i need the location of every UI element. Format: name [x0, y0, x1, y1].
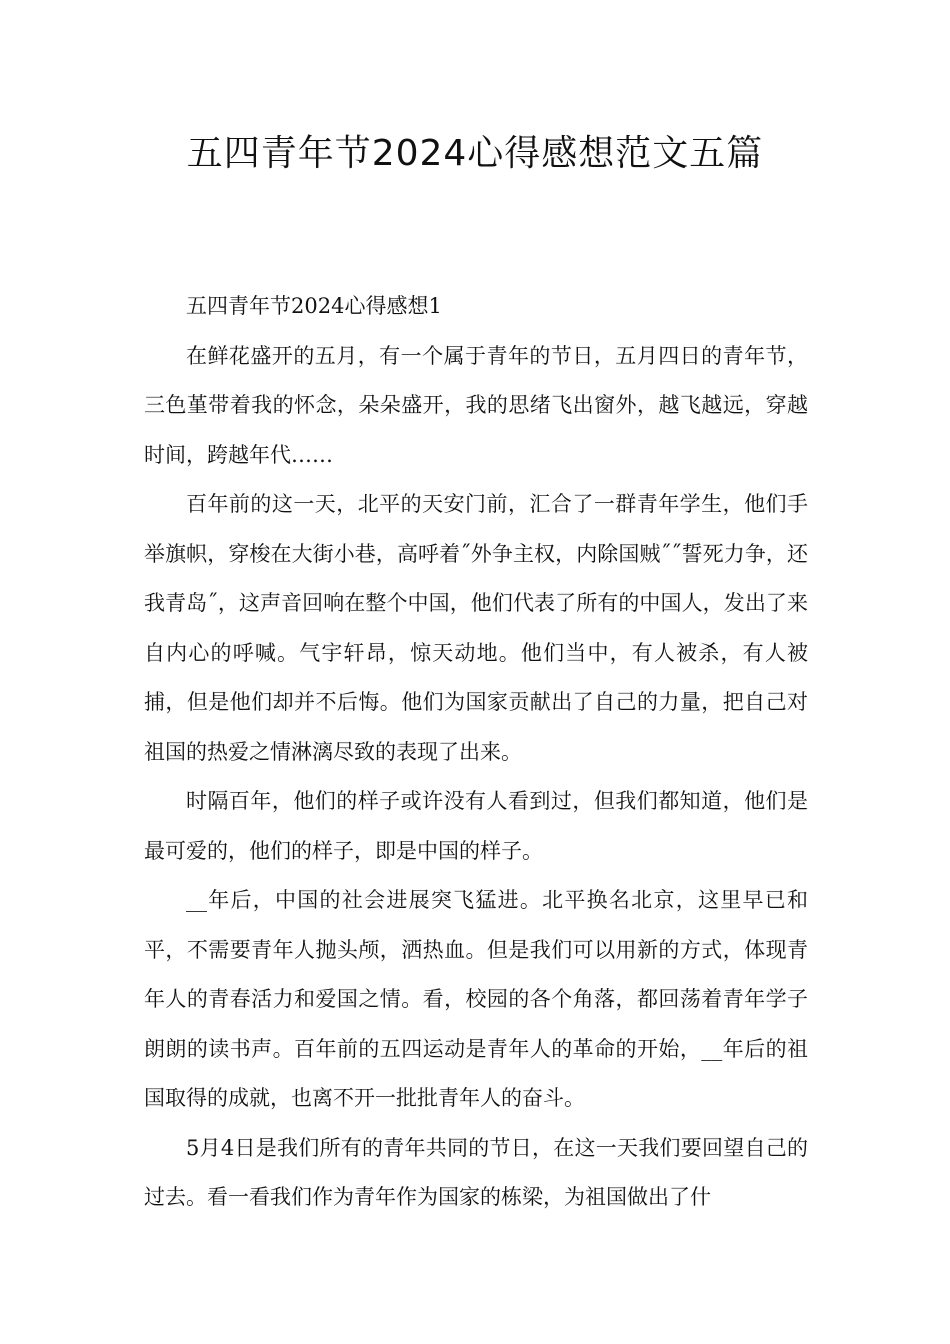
document-body [144, 282, 808, 1223]
document-title: 五四青年节2024心得感想范文五篇 [186, 133, 764, 174]
paragraph: 5月4日是我们所有的青年共同的节日，在这一天我们要回望自己的过去。看一看我们作为青年作为国家的栋梁，为祖国做出了什 [144, 1135, 808, 1209]
paragraph: 百年前的这一天，北平的天安门前，汇合了一群青年学生，他们手举旗帜，穿梭在大街小巷，高呼着˝外争主权，内除国贼˝˝誓死力争，还我青岛˝，这声音回响在整个中国，他们代表了所有的中国人，发出了来自内心的呼喊。气宇轩昂，惊天动地。他们当中，有人被杀，有人被捕，但是他们却并不后悔。他们为国家贡献出了自己的力量，把自己对祖国的热爱之情淋漓尽致的表现了出来。 [144, 492, 808, 764]
paragraph: 时隔百年，他们的样子或许没有人看到过，但我们都知道，他们是最可爱的，他们的样子，即是中国的样子。 [144, 789, 808, 863]
section-heading: 五四青年节2024心得感想1 [186, 294, 442, 318]
paragraph: 在鲜花盛开的五月，有一个属于青年的节日，五月四日的青年节，三色堇带着我的怀念，朵朵盛开，我的思绪飞出窗外，越飞越远，穿越时间，跨越年代…… [144, 343, 808, 467]
paragraph: __年后，中国的社会进展突飞猛进。北平换名北京，这里早已和平，不需要青年人抛头颅，洒热血。但是我们可以用新的方式，体现青年人的青春活力和爱国之情。看，校园的各个角落，都回荡着青年学子朗朗的读书声。百年前的五四运动是青年人的革命的开始，__年后的祖国取得的成就，也离不开一批批青年人的奋斗。 [144, 888, 808, 1110]
